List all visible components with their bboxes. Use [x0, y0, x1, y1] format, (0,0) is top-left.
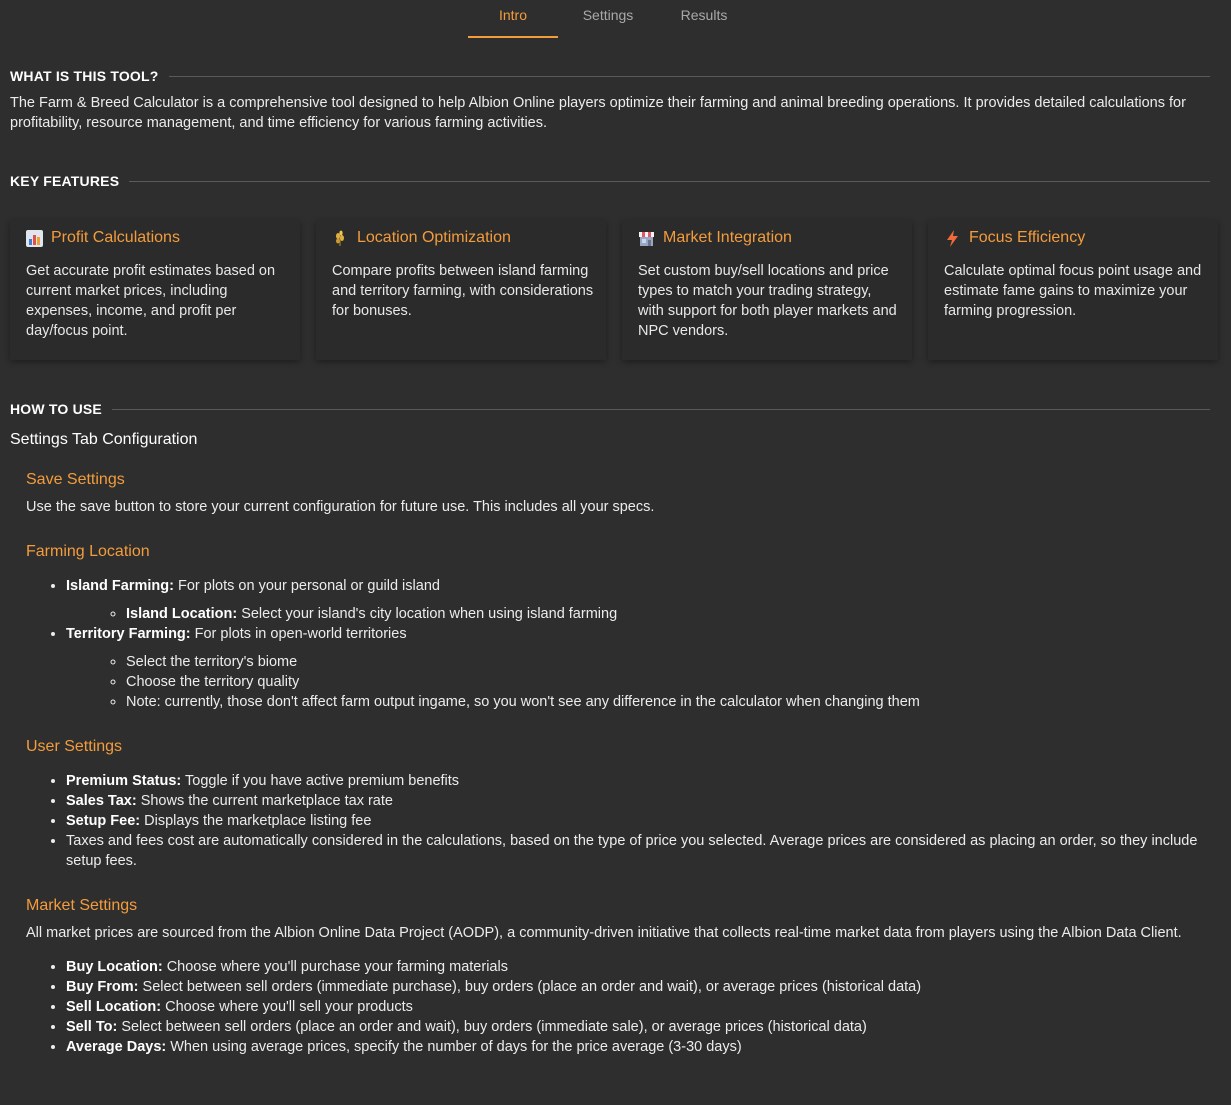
subsection-title: Settings Tab Configuration	[10, 431, 198, 448]
feature-title: Market Integration	[663, 229, 792, 246]
feature-text: Calculate optimal focus point usage and estimate fame gains to maximize your farming progression.	[944, 263, 1202, 319]
list-item: ◦ Select the territory's biome	[126, 652, 1211, 672]
list-item: • Buy From: Select between sell orders (immediate purchase), buy orders (place an order and wait), or average prices (historical data)	[66, 977, 1211, 997]
list-item: ◦ Island Location: Select your island's city location when using island farming	[126, 604, 1211, 624]
lightning-icon	[944, 230, 961, 247]
tab-results[interactable]: Results	[680, 7, 728, 23]
feature-title: Profit Calculations	[51, 229, 180, 246]
divider	[129, 181, 1210, 182]
feature-text: Compare profits between island farming and territory farming, with considerations for bonuses.	[332, 263, 594, 319]
wheat-icon	[332, 230, 349, 247]
section-title-features: KEY FEATURES	[10, 173, 120, 189]
farming-location-list	[10, 576, 1211, 712]
shop-icon	[638, 230, 655, 247]
feature-card-location	[316, 220, 606, 360]
feature-title: Focus Efficiency	[969, 229, 1086, 246]
save-settings-text: Use the save button to store your current configuration for future use. This includes all your specs.	[26, 499, 655, 515]
tab-intro[interactable]: Intro	[468, 0, 558, 38]
tab-settings[interactable]: Settings	[582, 7, 634, 23]
section-title-what: WHAT IS THIS TOOL?	[10, 68, 159, 84]
feature-text: Set custom buy/sell locations and price types to match your trading strategy, with support for both player markets and NPC vendors.	[638, 263, 897, 339]
section-header-how	[10, 401, 1210, 417]
list-item: • Taxes and fees cost are automatically considered in the calculations, based on the type of price you selected. Average prices are considered as placing an order, so they include setup fees.	[66, 831, 1211, 871]
feature-card-market	[622, 220, 912, 360]
list-item: • Buy Location: Choose where you'll purchase your farming materials	[66, 957, 1211, 977]
list-item: • Sell To: Select between sell orders (place an order and wait), buy orders (immediate sale), or average prices (historical data)	[66, 1017, 1211, 1037]
tab-bar	[0, 0, 1231, 38]
feature-cards	[10, 220, 1221, 360]
market-settings-heading: Market Settings	[26, 897, 138, 914]
bar-chart-icon	[26, 230, 43, 247]
list-item: • Island Farming: For plots on your personal or guild island ◦ Island Location: Select your island's city location when using island farming	[66, 576, 1211, 624]
how-to-use-content	[10, 431, 1211, 1057]
feature-card-profit	[10, 220, 300, 360]
section-header-what	[10, 68, 1210, 84]
feature-title: Location Optimization	[357, 229, 511, 246]
section-title-how: HOW TO USE	[10, 401, 102, 417]
divider	[169, 76, 1210, 77]
list-item: • Average Days: When using average prices, specify the number of days for the price average (3-30 days)	[66, 1037, 1211, 1057]
list-item: ◦ Note: currently, those don't affect farm output ingame, so you won't see any difference in the calculator when changing them	[126, 692, 1211, 712]
farming-location-heading: Farming Location	[26, 543, 150, 560]
intro-paragraph: The Farm & Breed Calculator is a comprehensive tool designed to help Albion Online players optimize their farming and animal breeding operations. It provides detailed calculations for profitability, resource management, and time efficiency for various farming activities.	[10, 95, 1186, 131]
user-settings-heading: User Settings	[26, 738, 123, 755]
list-item: • Sell Location: Choose where you'll sell your products	[66, 997, 1211, 1017]
list-item: • Territory Farming: For plots in open-world territories ◦ Select the territory's biome ◦ Choose the territory quality ◦ Note: currently, those don't affect farm output ingame, so you won't see any difference in the calculator when changing them	[66, 624, 1211, 712]
feature-card-focus	[928, 220, 1218, 360]
divider	[112, 409, 1210, 410]
list-item: ◦ Choose the territory quality	[126, 672, 1211, 692]
list-item: • Setup Fee: Displays the marketplace listing fee	[66, 811, 1211, 831]
market-settings-list	[10, 957, 1211, 1057]
feature-text: Get accurate profit estimates based on current market prices, including expenses, income, and profit per day/focus point.	[26, 263, 276, 339]
list-item: • Premium Status: Toggle if you have active premium benefits	[66, 771, 1211, 791]
market-settings-text: All market prices are sourced from the Albion Online Data Project (AODP), a community-driven initiative that collects real-time market data from players using the Albion Data Client.	[26, 925, 1182, 941]
user-settings-list	[10, 771, 1211, 871]
list-item: • Sales Tax: Shows the current marketplace tax rate	[66, 791, 1211, 811]
save-settings-heading: Save Settings	[26, 471, 125, 488]
section-header-features	[10, 173, 1210, 189]
